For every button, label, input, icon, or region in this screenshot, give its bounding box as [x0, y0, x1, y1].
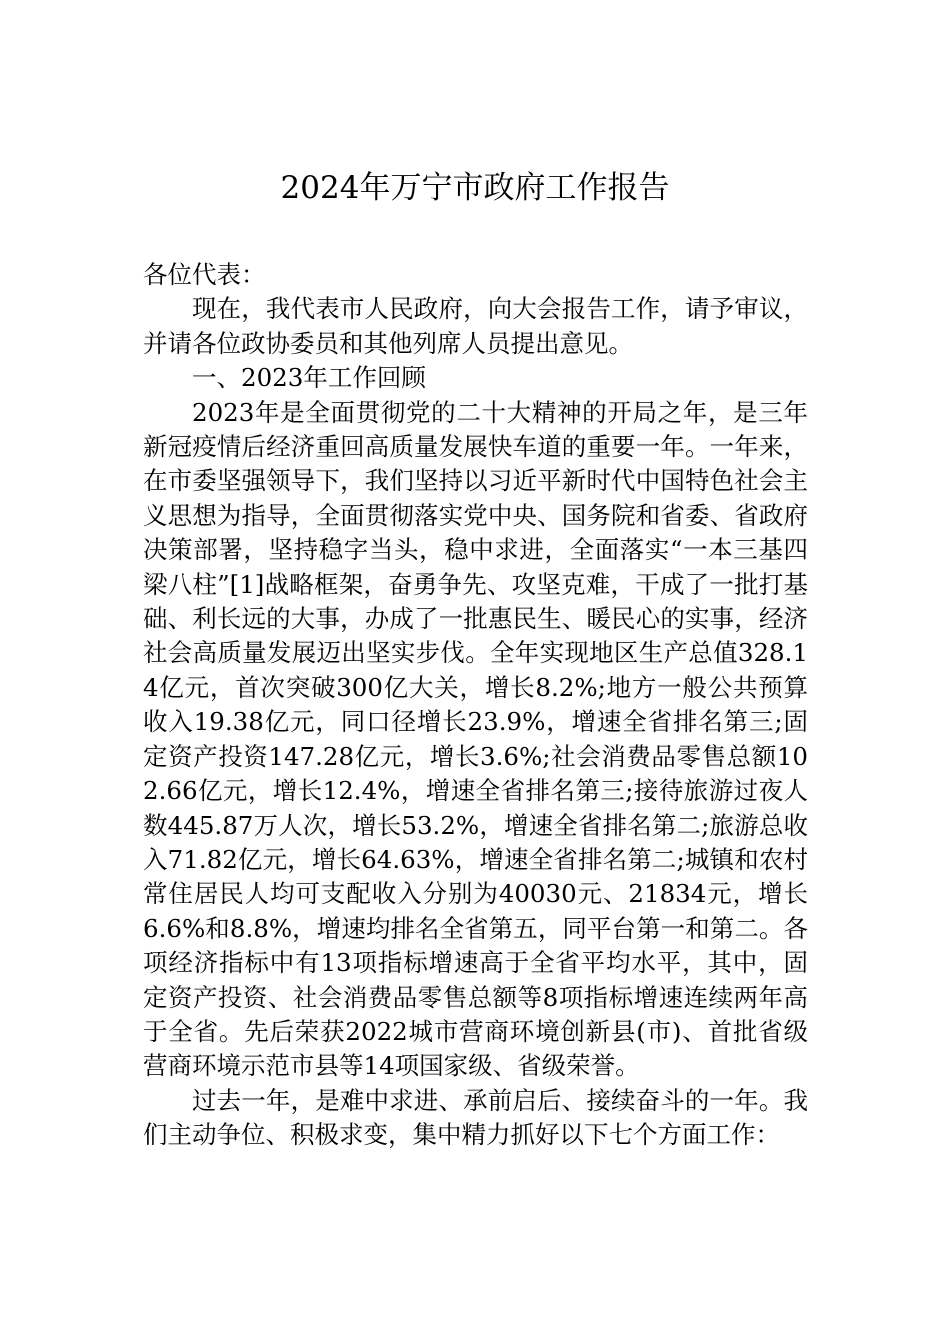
paragraph-opening: 现在，我代表市人民政府，向大会报告工作，请予审议，并请各位政协委员和其他列席人员提出意见。 [143, 294, 808, 358]
paragraph-review: 2023年是全面贯彻党的二十大精神的开局之年，是三年新冠疫情后经济重回高质量发展快车道的重要一年。一年来，在市委坚强领导下，我们坚持以习近平新时代中国特色社会主义思想为指导，全面贯彻落实党中央、国务院和省委、省政府决策部署，坚持稳字当头，稳中求进，全面落实“一本三基四梁八柱”[1]战略框架，奋勇争先、攻坚克难，干成了一批打基础、利长远的大事，办成了一批惠民生、暖民心的实事，经济社会高质量发展迈出坚实步伐。全年实现地区生产总值328.14亿元，首次突破300亿大关，增长8.2%;地方一般公共预算收入19.38亿元，同口径增长23.9%，增速全省排名第三;固定资产投资147.28亿元，增长3.6%;社会消费品零售总额102.66亿元，增长12.4%，增速全省排名第三;接待旅游过夜人数445.87万人次，增长53.2%，增速全省排名第二;旅游总收入71.82亿元，增长64.63%，增速全省排名第二;城镇和农村常住居民人均可支配收入分别为40030元、21834元，增长6.6%和8.8%，增速均排名全省第五，同平台第一和第二。各项经济指标中有13项指标增速高于全省平均水平，其中，固定资产投资、社会消费品零售总额等8项指标增速连续两年高于全省。先后荣获2022城市营商环境创新县(市)、首批省级营商环境示范市县等14项国家级、省级荣誉。 [143, 397, 808, 1081]
salutation: 各位代表： [143, 260, 266, 289]
paragraph-summary: 过去一年，是难中求进、承前启后、接续奋斗的一年。我们主动争位、积极求变，集中精力抓好以下七个方面工作： [143, 1085, 808, 1150]
document-body [143, 258, 808, 1153]
section-heading: 一、2023年工作回顾 [192, 363, 426, 393]
document-title: 2024年万宁市政府工作报告 [280, 170, 670, 206]
